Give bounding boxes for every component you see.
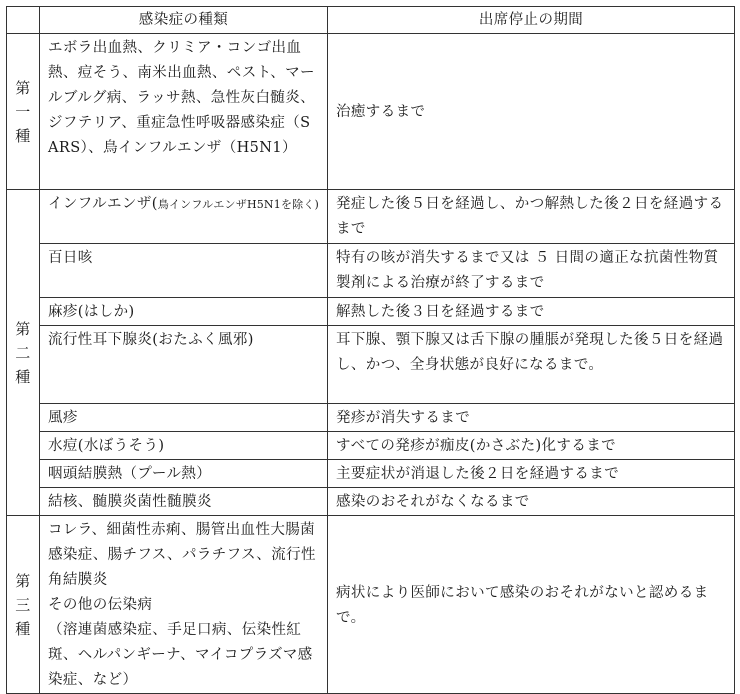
table-row (7, 432, 735, 460)
period-cell: 解熱した後３日を経過するまで (328, 298, 735, 326)
disease-cell: インフルエンザ(鳥インフルエンザH5N1を除く) (40, 190, 328, 244)
document (6, 6, 734, 694)
header-disease: 感染症の種類 (40, 7, 328, 34)
category-label-2: 第 二 種 (7, 190, 40, 516)
disease-cell: エボラ出血熱、クリミア・コンゴ出血熱、痘そう、南米出血熱、ペスト、マールブルグ病、ラッサ熱、急性灰白髄炎、ジフテリア、重症急性呼吸器感染症（SARS）、鳥インフルエンザ（H5N1） (40, 34, 328, 190)
attendance-suspension-table (6, 6, 735, 694)
period-cell: 発疹が消失するまで (328, 404, 735, 432)
table-row (7, 34, 735, 190)
table-row (7, 244, 735, 298)
disease-other-detail: （溶連菌感染症、手足口病、伝染性紅斑、ヘルパンギーナ、マイコプラズマ感染症、など） (48, 622, 313, 688)
period-cell: 感染のおそれがなくなるまで (328, 488, 735, 516)
period-cell: 耳下腺、顎下腺又は舌下腺の腫脹が発現した後５日を経過し、かつ、全身状態が良好になるまで。 (328, 326, 735, 404)
disease-cell: 風疹 (40, 404, 328, 432)
category-label-3: 第 三 種 (7, 516, 40, 694)
disease-cell: 結核、髄膜炎菌性髄膜炎 (40, 488, 328, 516)
header-category-cell (7, 7, 40, 34)
header-period: 出席停止の期間 (328, 7, 735, 34)
disease-cell: 水痘(水ぼうそう) (40, 432, 328, 460)
table-row (7, 404, 735, 432)
period-cell: 治癒するまで (328, 34, 735, 190)
period-cell: すべての発疹が痂皮(かさぶた)化するまで (328, 432, 735, 460)
disease-group-main: コレラ、細菌性赤痢、腸管出血性大腸菌感染症、腸チフス、パラチフス、流行性角結膜炎 (48, 522, 316, 588)
table-row (7, 488, 735, 516)
category-label-1: 第 一 種 (7, 34, 40, 190)
period-cell: 特有の咳が消失するまで又は ５ 日間の適正な抗菌性物質製剤による治療が終了するまで (328, 244, 735, 298)
table-row (7, 516, 735, 694)
header-row (7, 7, 735, 34)
table-row (7, 326, 735, 404)
disease-cell: 流行性耳下腺炎(おたふく風邪) (40, 326, 328, 404)
disease-cell: 咽頭結膜熱（プール熱） (40, 460, 328, 488)
period-cell: 病状により医師において感染のおそれがないと認めるまで。 (328, 516, 735, 694)
table-row (7, 190, 735, 244)
table-row (7, 298, 735, 326)
disease-cell: 百日咳 (40, 244, 328, 298)
period-cell: 発症した後５日を経過し、かつ解熱した後２日を経過するまで (328, 190, 735, 244)
disease-cell: 麻疹(はしか) (40, 298, 328, 326)
disease-note: 鳥インフルエンザH5N1を除く) (157, 198, 320, 211)
table-row (7, 460, 735, 488)
period-cell: 主要症状が消退した後２日を経過するまで (328, 460, 735, 488)
disease-cell (40, 516, 328, 694)
disease-other-heading: その他の伝染病 (48, 597, 153, 613)
